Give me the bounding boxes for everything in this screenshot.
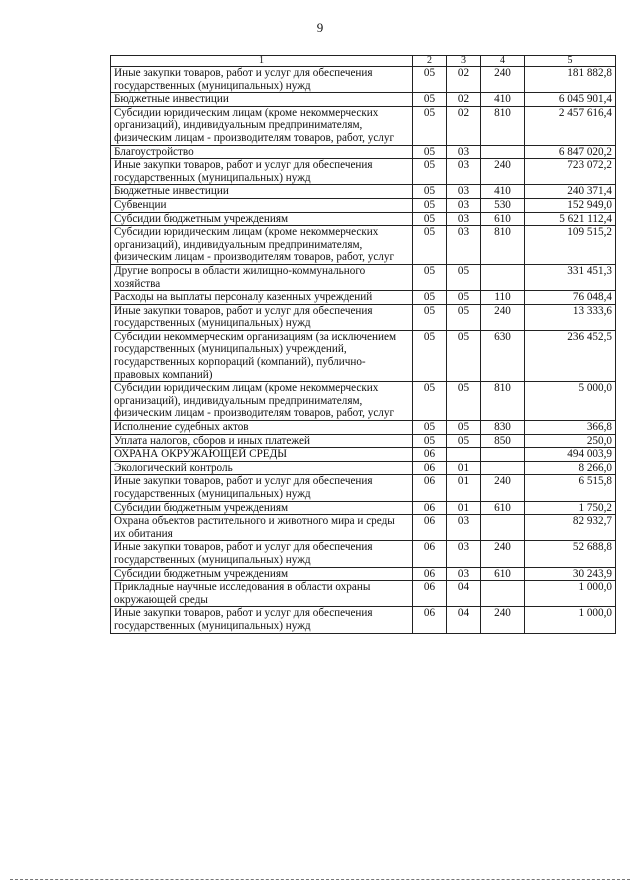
section-code: 05 bbox=[413, 382, 447, 421]
table-row bbox=[111, 421, 616, 435]
amount: 6 045 901,4 bbox=[525, 93, 616, 107]
table-row bbox=[111, 185, 616, 199]
section-code: 06 bbox=[413, 607, 447, 633]
section-code: 05 bbox=[413, 330, 447, 381]
expense-type-code: 240 bbox=[481, 67, 525, 93]
table-row bbox=[111, 106, 616, 145]
section-code: 06 bbox=[413, 567, 447, 581]
page-number: 9 bbox=[316, 20, 324, 35]
item-name: Прикладные научные исследования в области охраны окружающей среды bbox=[111, 581, 413, 607]
subsection-code: 04 bbox=[447, 581, 481, 607]
expense-type-code: 610 bbox=[481, 567, 525, 581]
amount: 723 072,2 bbox=[525, 159, 616, 185]
table-row bbox=[111, 461, 616, 475]
subsection-code: 03 bbox=[447, 185, 481, 199]
section-code: 05 bbox=[413, 264, 447, 290]
section-code: 05 bbox=[413, 212, 447, 226]
item-name: Экологический контроль bbox=[111, 461, 413, 475]
section-code: 06 bbox=[413, 461, 447, 475]
table-row bbox=[111, 581, 616, 607]
amount: 236 452,5 bbox=[525, 330, 616, 381]
item-name: Расходы на выплаты персоналу казенных учреждений bbox=[111, 291, 413, 305]
expense-type-code bbox=[481, 264, 525, 290]
expense-type-code: 530 bbox=[481, 198, 525, 212]
expense-type-code: 630 bbox=[481, 330, 525, 381]
subsection-code: 05 bbox=[447, 421, 481, 435]
section-code: 05 bbox=[413, 304, 447, 330]
subsection-code bbox=[447, 448, 481, 462]
amount: 152 949,0 bbox=[525, 198, 616, 212]
table-row bbox=[111, 67, 616, 93]
section-code: 06 bbox=[413, 475, 447, 501]
table-row bbox=[111, 541, 616, 567]
table-row bbox=[111, 212, 616, 226]
table-row bbox=[111, 304, 616, 330]
table-row bbox=[111, 448, 616, 462]
amount: 6 515,8 bbox=[525, 475, 616, 501]
expense-type-code: 810 bbox=[481, 382, 525, 421]
header-col-3: 3 bbox=[447, 56, 481, 67]
section-code: 06 bbox=[413, 448, 447, 462]
amount: 13 333,6 bbox=[525, 304, 616, 330]
table-row bbox=[111, 264, 616, 290]
table-row bbox=[111, 382, 616, 421]
section-code: 05 bbox=[413, 67, 447, 93]
amount: 30 243,9 bbox=[525, 567, 616, 581]
subsection-code: 01 bbox=[447, 501, 481, 515]
table-row bbox=[111, 607, 616, 633]
section-code: 05 bbox=[413, 421, 447, 435]
expense-type-code: 830 bbox=[481, 421, 525, 435]
subsection-code: 05 bbox=[447, 434, 481, 448]
budget-table bbox=[110, 55, 616, 634]
table-row bbox=[111, 145, 616, 159]
item-name: Бюджетные инвестиции bbox=[111, 185, 413, 199]
item-name: Субсидии бюджетным учреждениям bbox=[111, 212, 413, 226]
expense-type-code: 610 bbox=[481, 212, 525, 226]
table-row bbox=[111, 198, 616, 212]
item-name: Субсидии бюджетным учреждениям bbox=[111, 567, 413, 581]
expense-type-code: 410 bbox=[481, 93, 525, 107]
table-row bbox=[111, 226, 616, 265]
item-name: Уплата налогов, сборов и иных платежей bbox=[111, 434, 413, 448]
subsection-code: 03 bbox=[447, 226, 481, 265]
amount: 1 000,0 bbox=[525, 581, 616, 607]
amount: 250,0 bbox=[525, 434, 616, 448]
section-code: 05 bbox=[413, 106, 447, 145]
subsection-code: 03 bbox=[447, 541, 481, 567]
item-name: Иные закупки товаров, работ и услуг для обеспечения государственных (муниципальных) нужд bbox=[111, 159, 413, 185]
expense-type-code: 610 bbox=[481, 501, 525, 515]
section-code: 06 bbox=[413, 515, 447, 541]
item-name: Субсидии некоммерческим организациям (за исключением государственных (муниципальных) учреждений, государственных корпораций (компаний), публично-правовых компаний) bbox=[111, 330, 413, 381]
amount: 2 457 616,4 bbox=[525, 106, 616, 145]
table-row bbox=[111, 515, 616, 541]
expense-type-code: 240 bbox=[481, 475, 525, 501]
subsection-code: 04 bbox=[447, 607, 481, 633]
table-row bbox=[111, 475, 616, 501]
item-name: Иные закупки товаров, работ и услуг для обеспечения государственных (муниципальных) нужд bbox=[111, 304, 413, 330]
subsection-code: 05 bbox=[447, 382, 481, 421]
section-code: 05 bbox=[413, 198, 447, 212]
amount: 1 000,0 bbox=[525, 607, 616, 633]
section-code: 06 bbox=[413, 501, 447, 515]
subsection-code: 03 bbox=[447, 567, 481, 581]
scan-edge-line bbox=[10, 879, 630, 880]
expense-type-code: 110 bbox=[481, 291, 525, 305]
item-name: Иные закупки товаров, работ и услуг для обеспечения государственных (муниципальных) нужд bbox=[111, 475, 413, 501]
subsection-code: 03 bbox=[447, 212, 481, 226]
expense-type-code: 410 bbox=[481, 185, 525, 199]
section-code: 05 bbox=[413, 93, 447, 107]
expense-type-code bbox=[481, 461, 525, 475]
item-name: Исполнение судебных актов bbox=[111, 421, 413, 435]
amount: 1 750,2 bbox=[525, 501, 616, 515]
table-row bbox=[111, 159, 616, 185]
expense-type-code: 850 bbox=[481, 434, 525, 448]
amount: 5 621 112,4 bbox=[525, 212, 616, 226]
amount: 5 000,0 bbox=[525, 382, 616, 421]
item-name: Субсидии юридическим лицам (кроме некоммерческих организаций), индивидуальным предпринимателям, физическим лицам - производителям товаров, работ, услуг bbox=[111, 226, 413, 265]
subsection-code: 02 bbox=[447, 67, 481, 93]
subsection-code: 05 bbox=[447, 304, 481, 330]
table-row bbox=[111, 501, 616, 515]
subsection-code: 02 bbox=[447, 106, 481, 145]
amount: 76 048,4 bbox=[525, 291, 616, 305]
expense-type-code: 240 bbox=[481, 304, 525, 330]
subsection-code: 01 bbox=[447, 475, 481, 501]
item-name: Субвенции bbox=[111, 198, 413, 212]
table-row bbox=[111, 434, 616, 448]
section-code: 05 bbox=[413, 159, 447, 185]
subsection-code: 03 bbox=[447, 515, 481, 541]
subsection-code: 05 bbox=[447, 291, 481, 305]
expense-type-code bbox=[481, 515, 525, 541]
expense-type-code: 240 bbox=[481, 541, 525, 567]
subsection-code: 03 bbox=[447, 145, 481, 159]
header-col-2: 2 bbox=[413, 56, 447, 67]
table-row bbox=[111, 93, 616, 107]
table-row bbox=[111, 330, 616, 381]
expense-type-code: 240 bbox=[481, 159, 525, 185]
amount: 181 882,8 bbox=[525, 67, 616, 93]
item-name: Субсидии юридическим лицам (кроме некоммерческих организаций), индивидуальным предпринимателям, физическим лицам - производителям товаров, работ, услуг bbox=[111, 106, 413, 145]
table-row bbox=[111, 567, 616, 581]
amount: 109 515,2 bbox=[525, 226, 616, 265]
amount: 494 003,9 bbox=[525, 448, 616, 462]
subsection-code: 02 bbox=[447, 93, 481, 107]
amount: 331 451,3 bbox=[525, 264, 616, 290]
expense-type-code: 810 bbox=[481, 106, 525, 145]
section-code: 06 bbox=[413, 541, 447, 567]
amount: 8 266,0 bbox=[525, 461, 616, 475]
item-name: Благоустройство bbox=[111, 145, 413, 159]
expense-type-code bbox=[481, 145, 525, 159]
subsection-code: 03 bbox=[447, 159, 481, 185]
amount: 82 932,7 bbox=[525, 515, 616, 541]
expense-type-code: 240 bbox=[481, 607, 525, 633]
item-name: Охрана объектов растительного и животного мира и среды их обитания bbox=[111, 515, 413, 541]
item-name: Бюджетные инвестиции bbox=[111, 93, 413, 107]
amount: 240 371,4 bbox=[525, 185, 616, 199]
table-row bbox=[111, 291, 616, 305]
subsection-code: 05 bbox=[447, 264, 481, 290]
header-col-4: 4 bbox=[481, 56, 525, 67]
item-name: Другие вопросы в области жилищно-коммунального хозяйства bbox=[111, 264, 413, 290]
table-header-row bbox=[111, 56, 616, 67]
subsection-code: 05 bbox=[447, 330, 481, 381]
item-name: Субсидии юридическим лицам (кроме некоммерческих организаций), индивидуальным предпринимателям, физическим лицам - производителям товаров, работ, услуг bbox=[111, 382, 413, 421]
expense-type-code: 810 bbox=[481, 226, 525, 265]
item-name: Иные закупки товаров, работ и услуг для обеспечения государственных (муниципальных) нужд bbox=[111, 607, 413, 633]
item-name: Субсидии бюджетным учреждениям bbox=[111, 501, 413, 515]
section-code: 05 bbox=[413, 185, 447, 199]
section-code: 05 bbox=[413, 145, 447, 159]
section-code: 05 bbox=[413, 434, 447, 448]
header-col-1: 1 bbox=[111, 56, 413, 67]
item-name: Иные закупки товаров, работ и услуг для обеспечения государственных (муниципальных) нужд bbox=[111, 67, 413, 93]
amount: 366,8 bbox=[525, 421, 616, 435]
header-col-5: 5 bbox=[525, 56, 616, 67]
item-name: ОХРАНА ОКРУЖАЮЩЕЙ СРЕДЫ bbox=[111, 448, 413, 462]
subsection-code: 03 bbox=[447, 198, 481, 212]
section-code: 05 bbox=[413, 226, 447, 265]
section-code: 06 bbox=[413, 581, 447, 607]
amount: 52 688,8 bbox=[525, 541, 616, 567]
section-code: 05 bbox=[413, 291, 447, 305]
item-name: Иные закупки товаров, работ и услуг для обеспечения государственных (муниципальных) нужд bbox=[111, 541, 413, 567]
subsection-code: 01 bbox=[447, 461, 481, 475]
expense-type-code bbox=[481, 581, 525, 607]
amount: 6 847 020,2 bbox=[525, 145, 616, 159]
expense-type-code bbox=[481, 448, 525, 462]
